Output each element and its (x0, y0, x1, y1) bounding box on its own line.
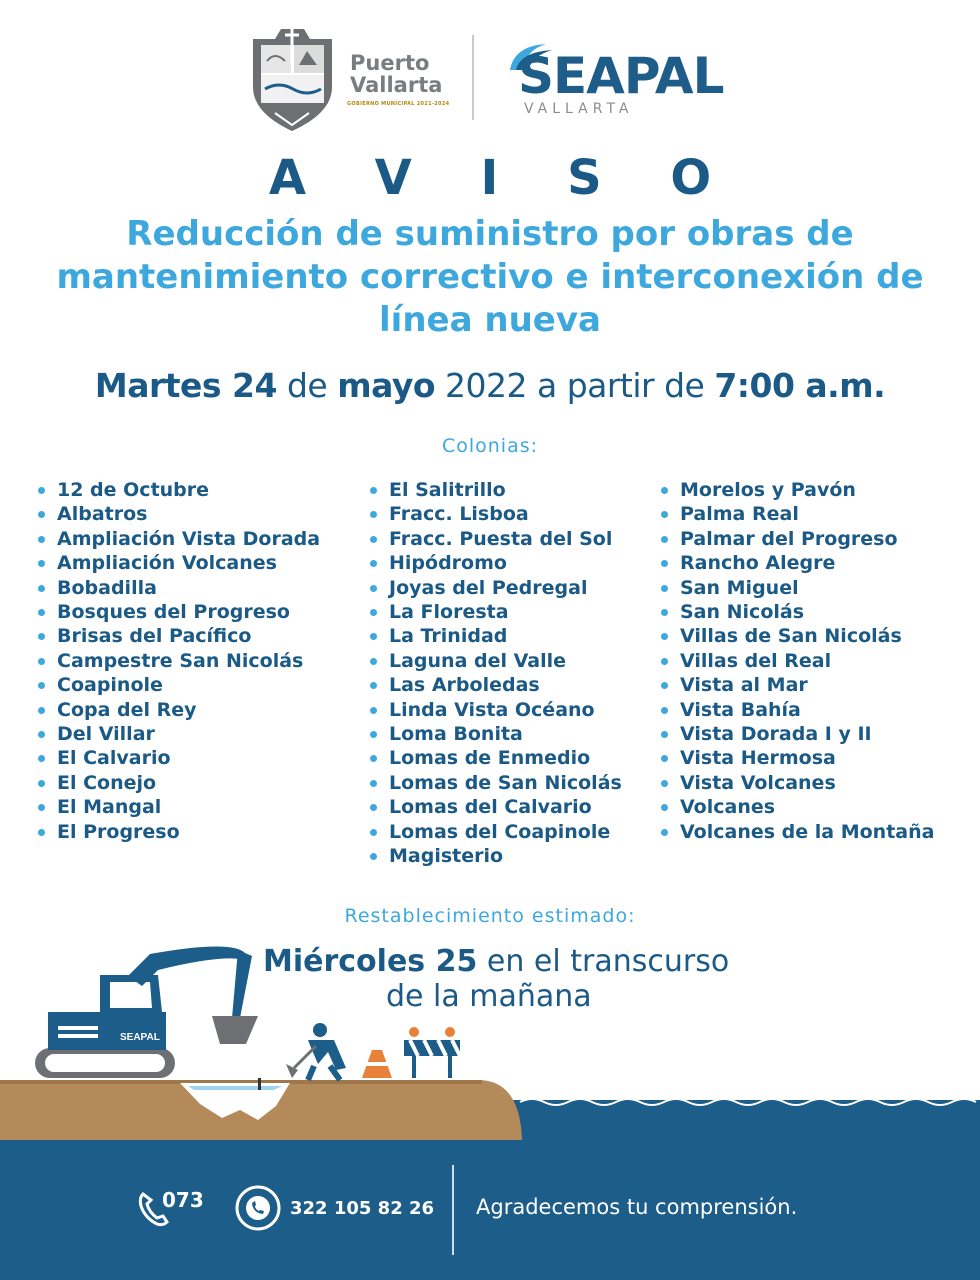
colonia-name: Vista Bahía (680, 698, 801, 721)
colonia-item (660, 698, 934, 722)
colonia-item (660, 551, 934, 575)
colonia-item (37, 746, 320, 770)
bullet-icon (38, 511, 45, 518)
notice-title: A V I S O (268, 150, 738, 206)
colonia-name: Lomas del Coapinole (389, 820, 611, 843)
bullet-icon (38, 585, 45, 592)
bullet-icon (370, 682, 377, 689)
colonia-name: El Mangal (57, 796, 162, 819)
colonia-item (660, 746, 934, 770)
header-divider (472, 35, 474, 120)
colonia-name: San Nicolás (680, 601, 805, 624)
colonia-name: La Trinidad (389, 625, 508, 648)
colonia-name: Magisterio (389, 845, 504, 868)
bullet-icon (370, 755, 377, 762)
colonia-name: Laguna del Valle (389, 649, 567, 672)
bullet-icon (661, 780, 668, 787)
colonia-name: La Floresta (389, 601, 509, 624)
colonia-item (369, 722, 622, 746)
colonia-name: Lomas del Calvario (389, 796, 592, 819)
colonia-item (369, 478, 622, 502)
colonia-item (37, 820, 320, 844)
colonia-item (369, 502, 622, 526)
bullet-icon (661, 487, 668, 494)
colonia-item (660, 820, 934, 844)
bullet-icon (38, 755, 45, 762)
excavator-icon (35, 946, 258, 1078)
bullet-icon (661, 658, 668, 665)
bullet-icon (661, 609, 668, 616)
whatsapp-icon (235, 1185, 281, 1231)
colonia-item (660, 478, 934, 502)
date-time: 7:00 a.m. (714, 366, 886, 405)
colonia-item (660, 576, 934, 600)
bullet-icon (38, 609, 45, 616)
bullet-icon (661, 511, 668, 518)
colonia-item (660, 649, 934, 673)
colonia-item (37, 502, 320, 526)
colonia-item (37, 771, 320, 795)
colonia-name: Lomas de San Nicolás (389, 771, 622, 794)
colonias-label: Colonias: (441, 435, 539, 457)
bullet-icon (661, 707, 668, 714)
colonia-name: Rancho Alegre (680, 552, 836, 575)
colonia-name: Linda Vista Océano (389, 698, 595, 721)
colonia-name: Bosques del Progreso (57, 601, 290, 624)
colonia-name: Brisas del Pacífico (57, 625, 252, 648)
colonia-name: Joyas del Pedregal (389, 576, 588, 599)
worker-icon (286, 1023, 346, 1080)
notice-date (0, 363, 980, 409)
bullet-icon (661, 804, 668, 811)
bullet-icon (38, 731, 45, 738)
colonia-item (660, 771, 934, 795)
bullet-icon (370, 707, 377, 714)
footer-divider (452, 1165, 454, 1255)
bullet-icon (661, 536, 668, 543)
bullet-icon (38, 633, 45, 640)
colonia-item (369, 600, 622, 624)
whatsapp-number[interactable]: 322 105 82 26 (290, 1198, 435, 1219)
bullet-icon (661, 731, 668, 738)
colonia-item (369, 576, 622, 600)
colonia-name: Palma Real (680, 503, 799, 526)
bullet-icon (370, 804, 377, 811)
colonia-item (369, 649, 622, 673)
colonia-name: Campestre San Nicolás (57, 649, 304, 672)
bullet-icon (38, 487, 45, 494)
colonia-name: Volcanes (680, 796, 776, 819)
seapal-logo-text: SEAPAL (518, 47, 724, 105)
colonia-item (37, 576, 320, 600)
puerto-vallarta-shield-logo (245, 25, 340, 133)
colonia-item (37, 478, 320, 502)
bullet-icon (38, 829, 45, 836)
bullet-icon (370, 829, 377, 836)
restoration-time: de la mañana (386, 979, 592, 1014)
colonia-name: Vista al Mar (680, 674, 808, 697)
colonia-item (660, 722, 934, 746)
colonia-name: 12 de Octubre (57, 479, 210, 501)
bullet-icon (370, 658, 377, 665)
colonia-name: Palmar del Progreso (680, 527, 898, 550)
municipality-name (350, 52, 442, 96)
colonia-name: Vista Hermosa (680, 747, 836, 770)
colonia-item (37, 795, 320, 819)
bullet-icon (38, 658, 45, 665)
colonia-item (660, 600, 934, 624)
colonia-item (660, 673, 934, 697)
colonia-name: San Miguel (680, 576, 799, 599)
restoration-during: en el transcurso (477, 944, 730, 979)
seapal-logo-subtitle: VALLARTA (524, 101, 634, 117)
colonia-name: Bobadilla (57, 576, 157, 599)
bullet-icon (370, 633, 377, 640)
colonia-item (660, 624, 934, 648)
phone-number[interactable]: 073 (162, 1188, 204, 1212)
colonia-item (37, 698, 320, 722)
bullet-icon (38, 560, 45, 567)
colonia-item (37, 722, 320, 746)
bullet-icon (38, 780, 45, 787)
colonias-column-1 (37, 478, 320, 844)
bullet-icon (370, 511, 377, 518)
colonia-name: Coapinole (57, 674, 163, 697)
colonia-name: Vista Volcanes (680, 771, 836, 794)
colonias-column-3 (660, 478, 934, 844)
colonia-item (369, 527, 622, 551)
notice-subtitle: Reducción de suministro por obras de mantenimiento correctivo e interconexión de línea nueva (56, 214, 924, 340)
colonia-name: Ampliación Vista Dorada (57, 527, 321, 550)
colonia-name: Copa del Rey (57, 698, 197, 721)
bullet-icon (661, 682, 668, 689)
colonia-item (37, 649, 320, 673)
colonia-item (369, 673, 622, 697)
bullet-icon (38, 804, 45, 811)
bullet-icon (370, 780, 377, 787)
colonia-item (37, 551, 320, 575)
restoration-day-line (263, 943, 729, 981)
colonia-name: Albatros (57, 503, 148, 526)
colonia-name: Vista Dorada I y II (680, 723, 872, 746)
colonia-name: Lomas de Enmedio (389, 747, 591, 770)
colonia-name: Hipódromo (389, 552, 507, 575)
colonia-name: El Conejo (57, 771, 157, 794)
colonia-item (369, 771, 622, 795)
colonia-name: El Progreso (57, 820, 180, 843)
restoration-label: Restablecimiento estimado: (344, 905, 636, 927)
colonia-name: Fracc. Lisboa (389, 503, 529, 526)
restoration-day: Miércoles 25 (263, 944, 478, 979)
bullet-icon (370, 731, 377, 738)
colonia-item (37, 527, 320, 551)
bullet-icon (661, 633, 668, 640)
colonia-item (37, 673, 320, 697)
colonia-item (37, 600, 320, 624)
colonia-name: Fracc. Puesta del Sol (389, 527, 613, 550)
bullet-icon (38, 682, 45, 689)
bullet-icon (370, 585, 377, 592)
colonia-name: Villas del Real (680, 649, 832, 672)
bullet-icon (661, 560, 668, 567)
bullet-icon (370, 487, 377, 494)
colonia-name: Villas de San Nicolás (680, 625, 902, 648)
municipality-line1: Puerto (350, 51, 430, 75)
colonia-item (369, 551, 622, 575)
colonia-item (660, 527, 934, 551)
colonia-name: El Calvario (57, 747, 171, 770)
excavator-label: SEAPAL (120, 1032, 160, 1043)
road-barrier-icon (404, 1027, 460, 1078)
colonia-item (369, 624, 622, 648)
bullet-icon (370, 560, 377, 567)
thanks-message: Agradecemos tu comprensión. (476, 1195, 798, 1219)
colonia-item (369, 746, 622, 770)
bullet-icon (370, 853, 377, 860)
municipality-line2: Vallarta (350, 73, 443, 97)
colonias-column-2 (369, 478, 622, 869)
colonia-name: El Salitrillo (389, 479, 506, 501)
colonia-name: Las Arboledas (389, 674, 540, 697)
colonia-item (660, 795, 934, 819)
bullet-icon (370, 536, 377, 543)
date-month: mayo (337, 366, 436, 405)
bullet-icon (661, 585, 668, 592)
colonia-item (660, 502, 934, 526)
colonia-item (369, 844, 622, 868)
colonia-name: Ampliación Volcanes (57, 552, 277, 575)
municipality-subtitle: GOBIERNO MUNICIPAL 2021-2024 (347, 101, 450, 107)
colonia-name: Del Villar (57, 723, 155, 746)
colonia-item (37, 624, 320, 648)
date-day: Martes 24 (94, 366, 277, 405)
colonia-name: Loma Bonita (389, 723, 523, 746)
colonia-item (369, 820, 622, 844)
bullet-icon (38, 536, 45, 543)
colonia-item (369, 795, 622, 819)
bullet-icon (38, 707, 45, 714)
colonia-name: Morelos y Pavón (680, 479, 856, 501)
date-de: de (276, 366, 338, 405)
date-year: 2022 a partir de (435, 366, 715, 405)
bullet-icon (661, 829, 668, 836)
bullet-icon (370, 609, 377, 616)
bullet-icon (661, 755, 668, 762)
colonia-item (369, 698, 622, 722)
colonia-name: Volcanes de la Montaña (680, 820, 935, 843)
